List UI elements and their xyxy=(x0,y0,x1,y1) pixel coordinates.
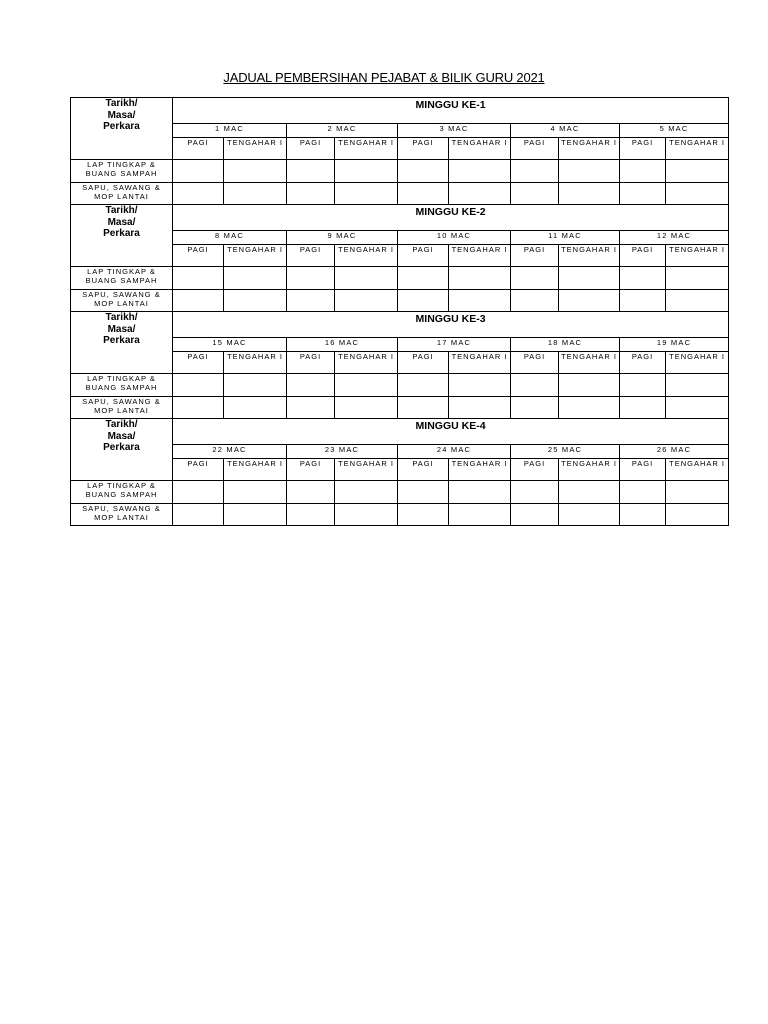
task-label xyxy=(71,267,173,290)
row-header-label-line: Tarikh/ xyxy=(105,419,138,430)
slot-pagi: PAGI xyxy=(398,459,449,481)
empty-cell xyxy=(559,290,620,312)
empty-cell xyxy=(224,160,287,183)
empty-cell xyxy=(666,290,729,312)
empty-cell xyxy=(398,374,449,397)
empty-cell xyxy=(511,481,559,504)
task-label xyxy=(71,160,173,183)
empty-cell xyxy=(398,183,449,205)
slot-tengahari: TENGAHAR I xyxy=(335,245,398,267)
empty-cell xyxy=(620,374,666,397)
date-cell: 11 MAC xyxy=(511,231,620,245)
task-label-line: MOP LANTAI xyxy=(94,191,149,201)
empty-cell xyxy=(620,504,666,526)
empty-cell xyxy=(398,481,449,504)
week-header-row xyxy=(71,205,729,231)
slot-pagi: PAGI xyxy=(173,245,224,267)
slot-tengahari: TENGAHAR I xyxy=(449,138,511,160)
empty-cell xyxy=(224,183,287,205)
empty-cell xyxy=(173,374,224,397)
date-cell: 1 MAC xyxy=(173,124,287,138)
slot-pagi: PAGI xyxy=(173,138,224,160)
slot-tengahari: TENGAHAR I xyxy=(666,245,729,267)
empty-cell xyxy=(559,504,620,526)
slot-pagi: PAGI xyxy=(287,245,335,267)
empty-cell xyxy=(335,290,398,312)
task-row xyxy=(71,374,729,397)
task-label-line: SAPU, SAWANG & xyxy=(82,183,161,192)
empty-cell xyxy=(666,481,729,504)
task-row xyxy=(71,481,729,504)
empty-cell xyxy=(287,397,335,419)
slot-tengahari: TENGAHAR I xyxy=(224,245,287,267)
row-header-label-line: Tarikh/ xyxy=(105,98,138,109)
empty-cell xyxy=(666,267,729,290)
empty-cell xyxy=(449,160,511,183)
empty-cell xyxy=(666,183,729,205)
task-label xyxy=(71,397,173,419)
task-label-line: LAP TINGKAP & xyxy=(87,160,156,169)
empty-cell xyxy=(173,481,224,504)
date-cell: 15 MAC xyxy=(173,338,287,352)
slot-tengahari: TENGAHAR I xyxy=(335,138,398,160)
slot-tengahari: TENGAHAR I xyxy=(224,459,287,481)
slot-pagi: PAGI xyxy=(173,352,224,374)
slot-pagi: PAGI xyxy=(287,459,335,481)
empty-cell xyxy=(335,481,398,504)
empty-cell xyxy=(224,374,287,397)
slot-pagi: PAGI xyxy=(287,352,335,374)
task-label-line: LAP TINGKAP & xyxy=(87,374,156,383)
date-cell: 10 MAC xyxy=(398,231,511,245)
empty-cell xyxy=(511,397,559,419)
slot-tengahari: TENGAHAR I xyxy=(559,245,620,267)
slot-pagi: PAGI xyxy=(620,245,666,267)
task-row xyxy=(71,267,729,290)
empty-cell xyxy=(398,504,449,526)
empty-cell xyxy=(173,397,224,419)
date-cell: 18 MAC xyxy=(511,338,620,352)
empty-cell xyxy=(511,160,559,183)
date-cell: 22 MAC xyxy=(173,445,287,459)
slot-pagi: PAGI xyxy=(173,459,224,481)
empty-cell xyxy=(173,160,224,183)
empty-cell xyxy=(449,183,511,205)
row-header-label-line: Perkara xyxy=(103,121,140,132)
row-header-label-line: Masa/ xyxy=(107,109,136,121)
row-header-label xyxy=(71,419,173,481)
task-label-line: BUANG SAMPAH xyxy=(85,168,158,178)
row-header-label xyxy=(71,205,173,267)
empty-cell xyxy=(511,183,559,205)
empty-cell xyxy=(224,481,287,504)
date-cell: 16 MAC xyxy=(287,338,398,352)
slot-tengahari: TENGAHAR I xyxy=(224,138,287,160)
date-cell: 9 MAC xyxy=(287,231,398,245)
empty-cell xyxy=(335,397,398,419)
week-header-row xyxy=(71,312,729,338)
empty-cell xyxy=(666,374,729,397)
empty-cell xyxy=(511,290,559,312)
date-cell: 2 MAC xyxy=(287,124,398,138)
date-cell: 3 MAC xyxy=(398,124,511,138)
slot-tengahari: TENGAHAR I xyxy=(666,352,729,374)
slot-tengahari: TENGAHAR I xyxy=(666,459,729,481)
empty-cell xyxy=(559,481,620,504)
empty-cell xyxy=(511,504,559,526)
slot-tengahari: TENGAHAR I xyxy=(449,352,511,374)
date-cell: 4 MAC xyxy=(511,124,620,138)
slot-pagi: PAGI xyxy=(620,138,666,160)
slot-tengahari: TENGAHAR I xyxy=(559,352,620,374)
date-cell: 23 MAC xyxy=(287,445,398,459)
date-cell: 24 MAC xyxy=(398,445,511,459)
task-label xyxy=(71,183,173,205)
task-label-line: BUANG SAMPAH xyxy=(85,382,158,392)
week-title: MINGGU KE-3 xyxy=(173,312,729,338)
empty-cell xyxy=(620,183,666,205)
empty-cell xyxy=(449,290,511,312)
empty-cell xyxy=(449,397,511,419)
row-header-label-line: Perkara xyxy=(103,442,140,453)
week-title: MINGGU KE-1 xyxy=(173,98,729,124)
date-cell: 19 MAC xyxy=(620,338,729,352)
empty-cell xyxy=(173,267,224,290)
date-cell: 26 MAC xyxy=(620,445,729,459)
empty-cell xyxy=(666,504,729,526)
slot-pagi: PAGI xyxy=(511,459,559,481)
task-label xyxy=(71,481,173,504)
task-row xyxy=(71,290,729,312)
empty-cell xyxy=(449,374,511,397)
slot-pagi: PAGI xyxy=(620,352,666,374)
empty-cell xyxy=(398,290,449,312)
task-label-line: SAPU, SAWANG & xyxy=(82,397,161,406)
empty-cell xyxy=(620,481,666,504)
empty-cell xyxy=(620,267,666,290)
slot-pagi: PAGI xyxy=(398,352,449,374)
task-row xyxy=(71,183,729,205)
empty-cell xyxy=(224,290,287,312)
empty-cell xyxy=(335,504,398,526)
page-title: JADUAL PEMBERSIHAN PEJABAT & BILIK GURU 2021 xyxy=(223,70,545,85)
task-row xyxy=(71,504,729,526)
row-header-label-line: Masa/ xyxy=(107,323,136,335)
empty-cell xyxy=(559,160,620,183)
empty-cell xyxy=(173,290,224,312)
empty-cell xyxy=(287,267,335,290)
row-header-label-line: Tarikh/ xyxy=(105,312,138,323)
empty-cell xyxy=(335,160,398,183)
empty-cell xyxy=(559,374,620,397)
slot-pagi: PAGI xyxy=(511,245,559,267)
empty-cell xyxy=(287,481,335,504)
empty-cell xyxy=(666,397,729,419)
empty-cell xyxy=(173,183,224,205)
row-header-label xyxy=(71,98,173,160)
empty-cell xyxy=(398,160,449,183)
week-title: MINGGU KE-2 xyxy=(173,205,729,231)
slot-tengahari: TENGAHAR I xyxy=(335,459,398,481)
slot-tengahari: TENGAHAR I xyxy=(335,352,398,374)
empty-cell xyxy=(173,504,224,526)
task-label-line: BUANG SAMPAH xyxy=(85,275,158,285)
empty-cell xyxy=(559,183,620,205)
empty-cell xyxy=(287,290,335,312)
empty-cell xyxy=(511,267,559,290)
slot-tengahari: TENGAHAR I xyxy=(449,459,511,481)
empty-cell xyxy=(559,267,620,290)
empty-cell xyxy=(398,267,449,290)
week-header-row xyxy=(71,419,729,445)
slot-tengahari: TENGAHAR I xyxy=(224,352,287,374)
week-title: MINGGU KE-4 xyxy=(173,419,729,445)
task-label-line: MOP LANTAI xyxy=(94,298,149,308)
slot-pagi: PAGI xyxy=(398,138,449,160)
task-row xyxy=(71,397,729,419)
slot-pagi: PAGI xyxy=(511,138,559,160)
empty-cell xyxy=(620,397,666,419)
empty-cell xyxy=(449,481,511,504)
empty-cell xyxy=(287,504,335,526)
empty-cell xyxy=(335,374,398,397)
date-cell: 25 MAC xyxy=(511,445,620,459)
empty-cell xyxy=(224,397,287,419)
row-header-label-line: Tarikh/ xyxy=(105,205,138,216)
empty-cell xyxy=(620,290,666,312)
slot-pagi: PAGI xyxy=(398,245,449,267)
task-label xyxy=(71,504,173,526)
slot-pagi: PAGI xyxy=(620,459,666,481)
empty-cell xyxy=(620,160,666,183)
empty-cell xyxy=(287,160,335,183)
task-label-line: LAP TINGKAP & xyxy=(87,267,156,276)
date-cell: 8 MAC xyxy=(173,231,287,245)
empty-cell xyxy=(335,267,398,290)
task-label-line: SAPU, SAWANG & xyxy=(82,504,161,513)
week-header-row xyxy=(71,98,729,124)
slot-pagi: PAGI xyxy=(511,352,559,374)
slot-tengahari: TENGAHAR I xyxy=(559,459,620,481)
row-header-label xyxy=(71,312,173,374)
empty-cell xyxy=(224,267,287,290)
empty-cell xyxy=(287,374,335,397)
row-header-label-line: Masa/ xyxy=(107,216,136,228)
empty-cell xyxy=(559,397,620,419)
slot-tengahari: TENGAHAR I xyxy=(449,245,511,267)
task-label xyxy=(71,290,173,312)
row-header-label-line: Perkara xyxy=(103,335,140,346)
row-header-label-line: Masa/ xyxy=(107,430,136,442)
slot-tengahari: TENGAHAR I xyxy=(559,138,620,160)
slot-pagi: PAGI xyxy=(287,138,335,160)
empty-cell xyxy=(287,183,335,205)
task-label-line: LAP TINGKAP & xyxy=(87,481,156,490)
task-label-line: MOP LANTAI xyxy=(94,405,149,415)
empty-cell xyxy=(335,183,398,205)
empty-cell xyxy=(449,504,511,526)
task-label-line: SAPU, SAWANG & xyxy=(82,290,161,299)
date-cell: 12 MAC xyxy=(620,231,729,245)
empty-cell xyxy=(449,267,511,290)
date-cell: 17 MAC xyxy=(398,338,511,352)
task-row xyxy=(71,160,729,183)
row-header-label-line: Perkara xyxy=(103,228,140,239)
empty-cell xyxy=(224,504,287,526)
empty-cell xyxy=(666,160,729,183)
schedule-table xyxy=(70,97,729,526)
task-label xyxy=(71,374,173,397)
empty-cell xyxy=(511,374,559,397)
slot-tengahari: TENGAHAR I xyxy=(666,138,729,160)
task-label-line: BUANG SAMPAH xyxy=(85,489,158,499)
empty-cell xyxy=(398,397,449,419)
task-label-line: MOP LANTAI xyxy=(94,512,149,522)
date-cell: 5 MAC xyxy=(620,124,729,138)
